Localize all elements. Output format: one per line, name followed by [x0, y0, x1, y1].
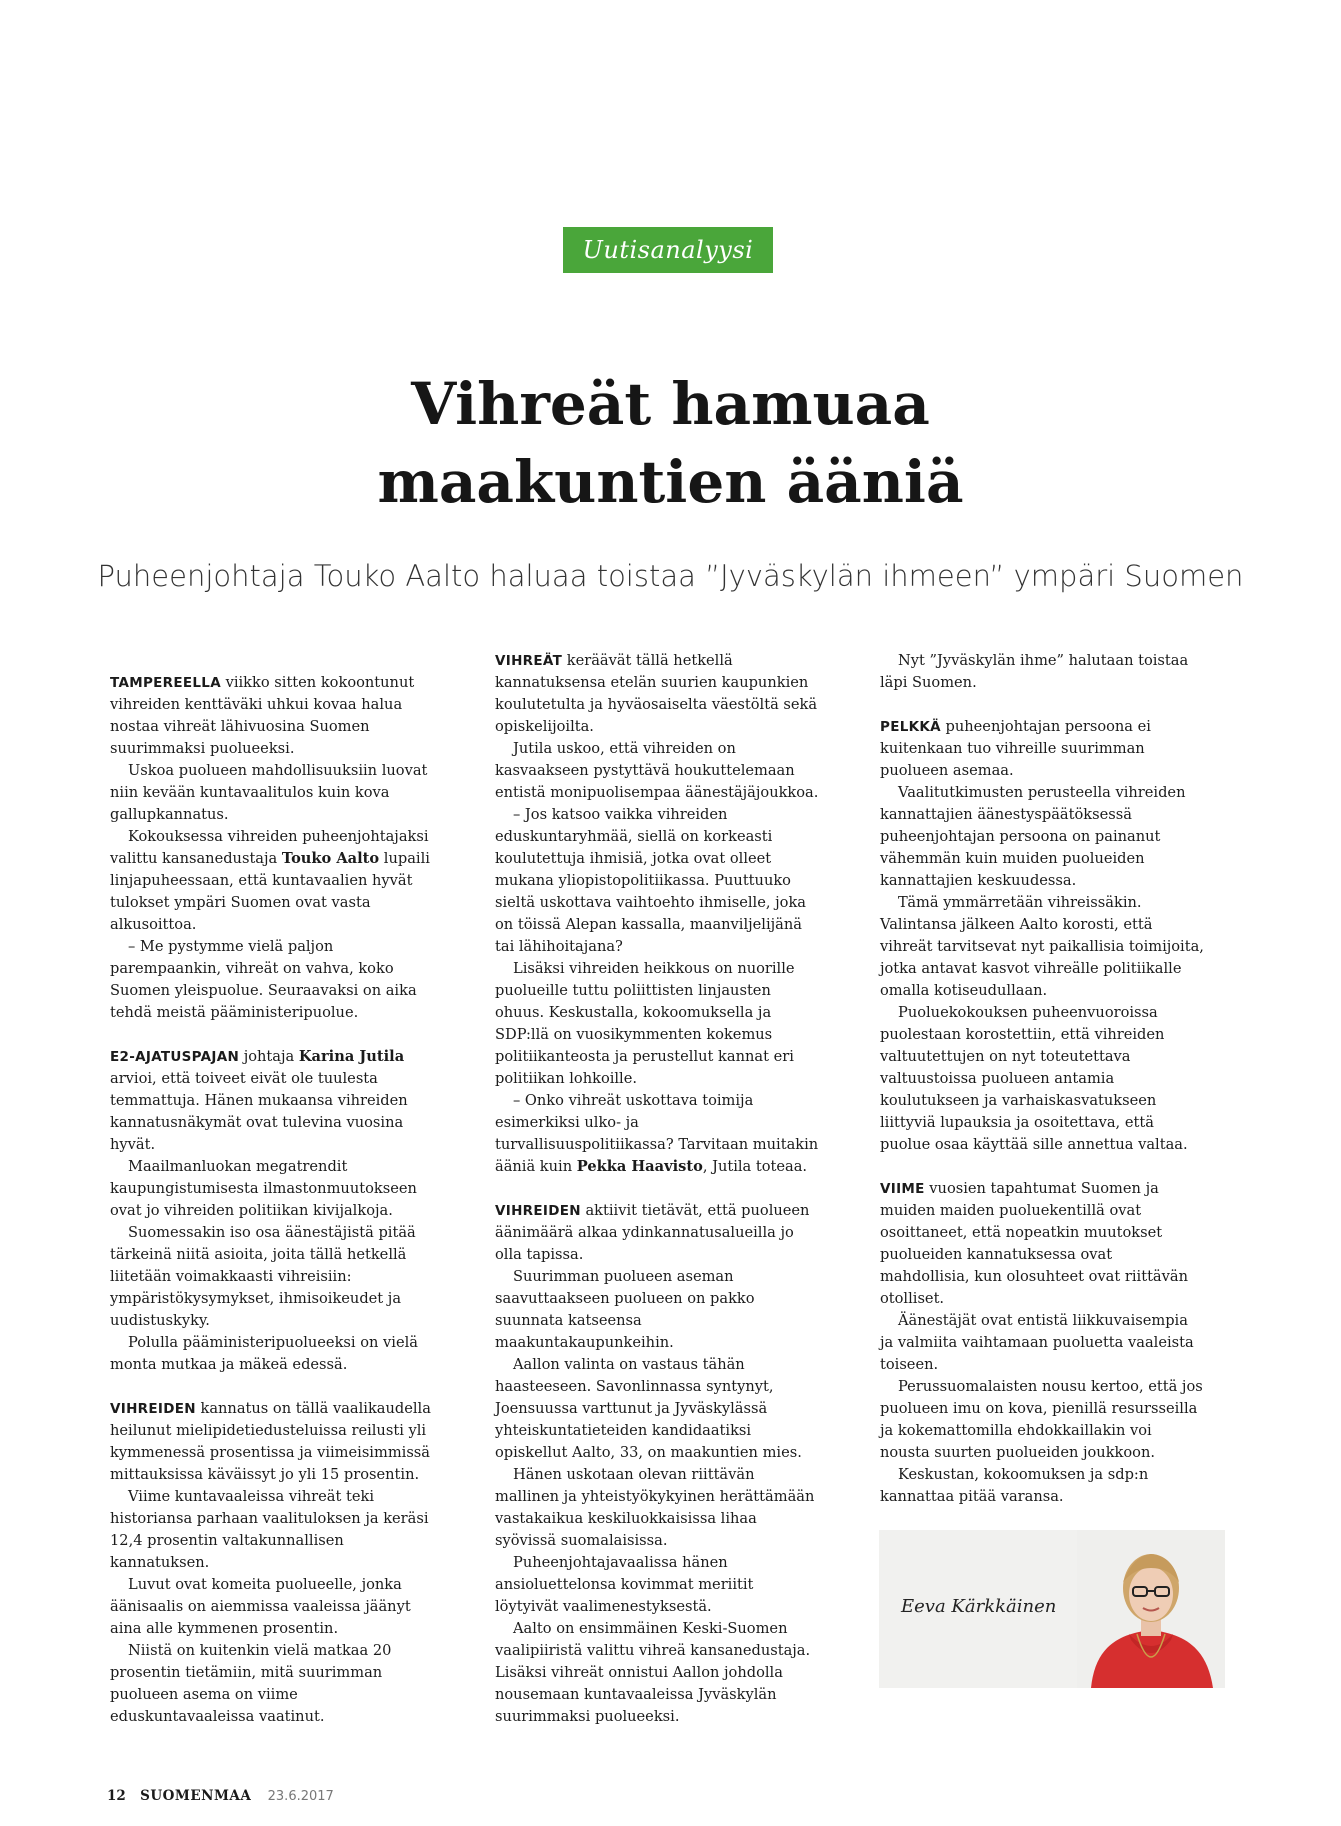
paragraph-text: – Onko vihreät uskottava toimija esimerkiksi ulko- ja turvallisuuspolitiikassa? Tarvitaan muitakin ääniä kuin Pekka Haavisto, Jutila toteaa.: [495, 1092, 819, 1175]
page-number: 12: [107, 1788, 126, 1804]
article-paragraph: [110, 1332, 435, 1376]
article-paragraph: [495, 738, 820, 804]
paragraph-text: Puoluekokouksen puheenvuoroissa puolestaan korostettiin, että vihreiden valtuutettujen on nyt toteutettava valtuustoissa puolueen antamia koulutukseen ja varhaiskasvatukseen liittyviä lupauksia ja osoitettava, että puolue osaa käyttää sille annettua valtaa.: [880, 1004, 1188, 1153]
article-paragraph: [880, 892, 1205, 1002]
paragraph-text: Nyt ”Jyväskylän ihme” halutaan toistaa läpi Suomen.: [880, 652, 1189, 691]
issue-date: 23.6.2017: [267, 1789, 334, 1804]
paragraph-text: vuosien tapahtumat Suomen ja muiden maiden puoluekentillä ovat osoittaneet, että nopeatkin muutokset puolueiden kannatuksessa ovat mahdollisia, kun olosuhteet ovat riittävän otolliset.: [880, 1180, 1188, 1307]
article-paragraph: [110, 826, 435, 936]
paragraph-text: Lisäksi vihreiden heikkous on nuorille puolueille tuttu poliittisten linjausten ohuus. Keskustalla, kokoomuksella ja SDP:llä on vuosikymmenten kokemus politiikanteosta ja perustellut kannat eri politiikan lohkoille.: [495, 960, 795, 1087]
article-paragraph: [110, 1640, 435, 1728]
paragraph-text: aktiivit tietävät, että puolueen äänimäärä alkaa ydinkannatusalueilla jo olla tapissa.: [495, 1202, 810, 1263]
article-paragraph: [880, 1178, 1205, 1310]
paragraph-lead: PELKKÄ: [880, 719, 941, 735]
paragraph-text: kannatus on tällä vaalikaudella heilunut mielipidetiedusteluissa reilusti yli kymmenessä prosentissa ja viimeisimmissä mittauksissa käväissyt jo yli 15 prosentin.: [110, 1400, 431, 1483]
article-paragraph: [495, 1200, 820, 1266]
article-column-3: [880, 650, 1205, 1508]
article-paragraph: [110, 1222, 435, 1332]
paragraph-text: Vaalitutkimusten perusteella vihreiden kannattajien äänestyspäätöksessä puheenjohtajan persoona on painanut vähemmän kuin muiden puolueiden kannattajien keskuudessa.: [880, 784, 1186, 889]
deck-subtitle: Puheenjohtaja Touko Aalto haluaa toistaa ”Jyväskylän ihmeen” ympäri Suomen: [97, 559, 1244, 593]
author-box: [879, 1530, 1225, 1688]
article-paragraph: [495, 1354, 820, 1464]
section-kicker: Uutisanalyysi: [563, 227, 773, 273]
article-paragraph: [880, 716, 1205, 782]
paragraph-text: Kokouksessa vihreiden puheenjohtajaksi valittu kansanedustaja Touko Aalto lupaili linjapuheessaan, että kuntavaalien hyvät tulokset ympäri Suomen ovat vasta alkusoittoa.: [110, 828, 430, 933]
headline-line-1: Vihreät hamuaa: [411, 370, 930, 438]
paragraph-lead: VIHREÄT: [495, 653, 563, 669]
article-paragraph: [110, 672, 435, 760]
paragraph-text: Niistä on kuitenkin vielä matkaa 20 prosentin tietämiin, mitä suurimman puolueen asema on viime eduskuntavaaleissa vaatinut.: [110, 1642, 392, 1725]
paragraph-text: – Me pystymme vielä paljon parempaankin, vihreät on vahva, koko Suomen yleispuolue. Seuraavaksi on aika tehdä meistä pääministeripuolue.: [110, 938, 417, 1021]
article-paragraph: [495, 1552, 820, 1618]
paragraph-text: Suurimman puolueen aseman saavuttaakseen puolueen on pakko suunnata katseensa maakuntakaupunkeihin.: [495, 1268, 755, 1351]
author-byline: Eeva Kärkkäinen: [901, 1596, 1057, 1617]
article-paragraph: [880, 782, 1205, 892]
paragraph-lead: TAMPEREELLA: [110, 675, 221, 691]
article-paragraph: [880, 650, 1205, 694]
article-paragraph: [110, 1486, 435, 1574]
paragraph-text: Perussuomalaisten nousu kertoo, että jos puolueen imu on kova, pienillä resursseilla ja kokemattomilla ehdokkaillakin voi nousta suurten puolueiden joukkoon.: [880, 1378, 1203, 1461]
article-paragraph: [880, 1376, 1205, 1464]
article-paragraph: [495, 650, 820, 738]
paragraph-text: puheenjohtajan persoona ei kuitenkaan tuo vihreille suurimman puolueen asemaa.: [880, 718, 1151, 779]
article-paragraph: [495, 1266, 820, 1354]
paragraph-text: johtaja Karina Jutila arvioi, että toiveet eivät ole tuulesta temmattuja. Hänen mukaansa vihreiden kannatusnäkymät ovat tulevina vuosina hyvät.: [110, 1048, 408, 1153]
article-paragraph: [110, 1156, 435, 1222]
article-column-2: [495, 650, 820, 1728]
article-paragraph: [880, 1310, 1205, 1376]
article-paragraph: [495, 804, 820, 958]
paragraph-text: Jutila uskoo, että vihreiden on kasvaakseen pystyttävä houkuttelemaan entistä monipuolisempaa äänestäjäjoukkoa.: [495, 740, 819, 801]
paragraph-text: Luvut ovat komeita puolueelle, jonka äänisaalis on aiemmissa vaaleissa jäänyt aina alle kymmenen prosentin.: [110, 1576, 411, 1637]
article-paragraph: [880, 1002, 1205, 1156]
paragraph-lead: VIIME: [880, 1181, 925, 1197]
article-paragraph: [495, 958, 820, 1090]
paragraph-lead: VIHREIDEN: [110, 1401, 196, 1417]
article-paragraph: [110, 936, 435, 1024]
article-paragraph: [110, 1398, 435, 1486]
article-paragraph: [110, 1574, 435, 1640]
paragraph-text: Tämä ymmärretään vihreissäkin. Valintansa jälkeen Aalto korosti, että vihreät tarvitsevat nyt paikallisia toimijoita, jotka antavat kasvot vihreälle politiikalle omalla kotiseudullaan.: [880, 894, 1204, 999]
paragraph-text: Polulla pääministeripuolueeksi on vielä monta mutkaa ja mäkeä edessä.: [110, 1334, 418, 1373]
paragraph-text: – Jos katsoo vaikka vihreiden eduskuntaryhmää, siellä on korkeasti koulutettuja ihmisiä, jotka ovat olleet mukana yliopistopolitiikassa. Puuttuuko sieltä uskottava vaihtoehto ihmiselle, joka on töissä Alepan kassalla, maanviljelijänä tai lähihoitajana?: [495, 806, 806, 955]
article-paragraph: [110, 760, 435, 826]
paragraph-text: Uskoa puolueen mahdollisuuksiin luovat niin kevään kuntavaalitulos kuin kova gallupkannatus.: [110, 762, 428, 823]
article-paragraph: [110, 1046, 435, 1156]
page-footer: [107, 1788, 334, 1804]
paragraph-text: Äänestäjät ovat entistä liikkuvaisempia ja valmiita vaihtamaan puoluetta vaaleista toiseen.: [880, 1312, 1194, 1373]
article-column-1: [110, 650, 435, 1728]
paragraph-text: Keskustan, kokoomuksen ja sdp:n kannattaa pitää varansa.: [880, 1466, 1149, 1505]
paragraph-text: Aallon valinta on vastaus tähän haasteeseen. Savonlinnassa syntynyt, Joensuussa varttunut ja Jyväskylässä yhteiskuntatieteiden kandidaatiksi opiskellut Aalto, 33, on maakuntien mies.: [495, 1356, 802, 1461]
article-paragraph: [495, 1618, 820, 1728]
paragraph-text: Viime kuntavaaleissa vihreät teki historiansa parhaan vaalituloksen ja keräsi 12,4 prosentin valtakunnallisen kannatuksen.: [110, 1488, 429, 1571]
paragraph-text: Puheenjohtajavaalissa hänen ansioluettelonsa kovimmat meriitit löytyivät vaalimenestyksestä.: [495, 1554, 754, 1615]
paragraph-text: Hänen uskotaan olevan riittävän mallinen ja yhteistyökykyinen herättämään vastakaikua keskiluokkaisissa lihaa syövissä suomalaisissa.: [495, 1466, 815, 1549]
article-paragraph: [495, 1464, 820, 1552]
publication-name: SUOMENMAA: [140, 1788, 252, 1804]
paragraph-text: Suomessakin iso osa äänestäjistä pitää tärkeinä niitä asioita, joita tällä hetkellä liitetään voimakkaasti vihreisiin: ympäristökysymykset, ihmisoikeudet ja uudistuskyky.: [110, 1224, 416, 1329]
headline-line-2: maakuntien ääniä: [377, 448, 964, 516]
headline: [0, 365, 1341, 521]
paragraph-lead: E2-AJATUSPAJAN: [110, 1049, 240, 1065]
paragraph-text: viikko sitten kokoontunut vihreiden kenttäväki uhkui kovaa halua nostaa vihreät lähivuosina Suomen suurimmaksi puolueeksi.: [110, 674, 415, 757]
article-paragraph: [880, 1464, 1205, 1508]
paragraph-text: keräävät tällä hetkellä kannatuksensa etelän suurien kaupunkien koulutetulta ja hyväosaiselta väestöltä sekä opiskelijoilta.: [495, 652, 818, 735]
paragraph-lead: VIHREIDEN: [495, 1203, 581, 1219]
author-portrait: [1077, 1530, 1225, 1688]
article-paragraph: [495, 1090, 820, 1178]
paragraph-text: Maailmanluokan megatrendit kaupungistumisesta ilmastonmuutokseen ovat jo vihreiden politiikan kivijalkoja.: [110, 1158, 417, 1219]
paragraph-text: Aalto on ensimmäinen Keski-Suomen vaalipiiristä valittu vihreä kansanedustaja. Lisäksi vihreät onnistui Aallon johdolla nousemaan kuntavaaleissa Jyväskylän suurimmaksi puolueeksi.: [495, 1620, 811, 1725]
